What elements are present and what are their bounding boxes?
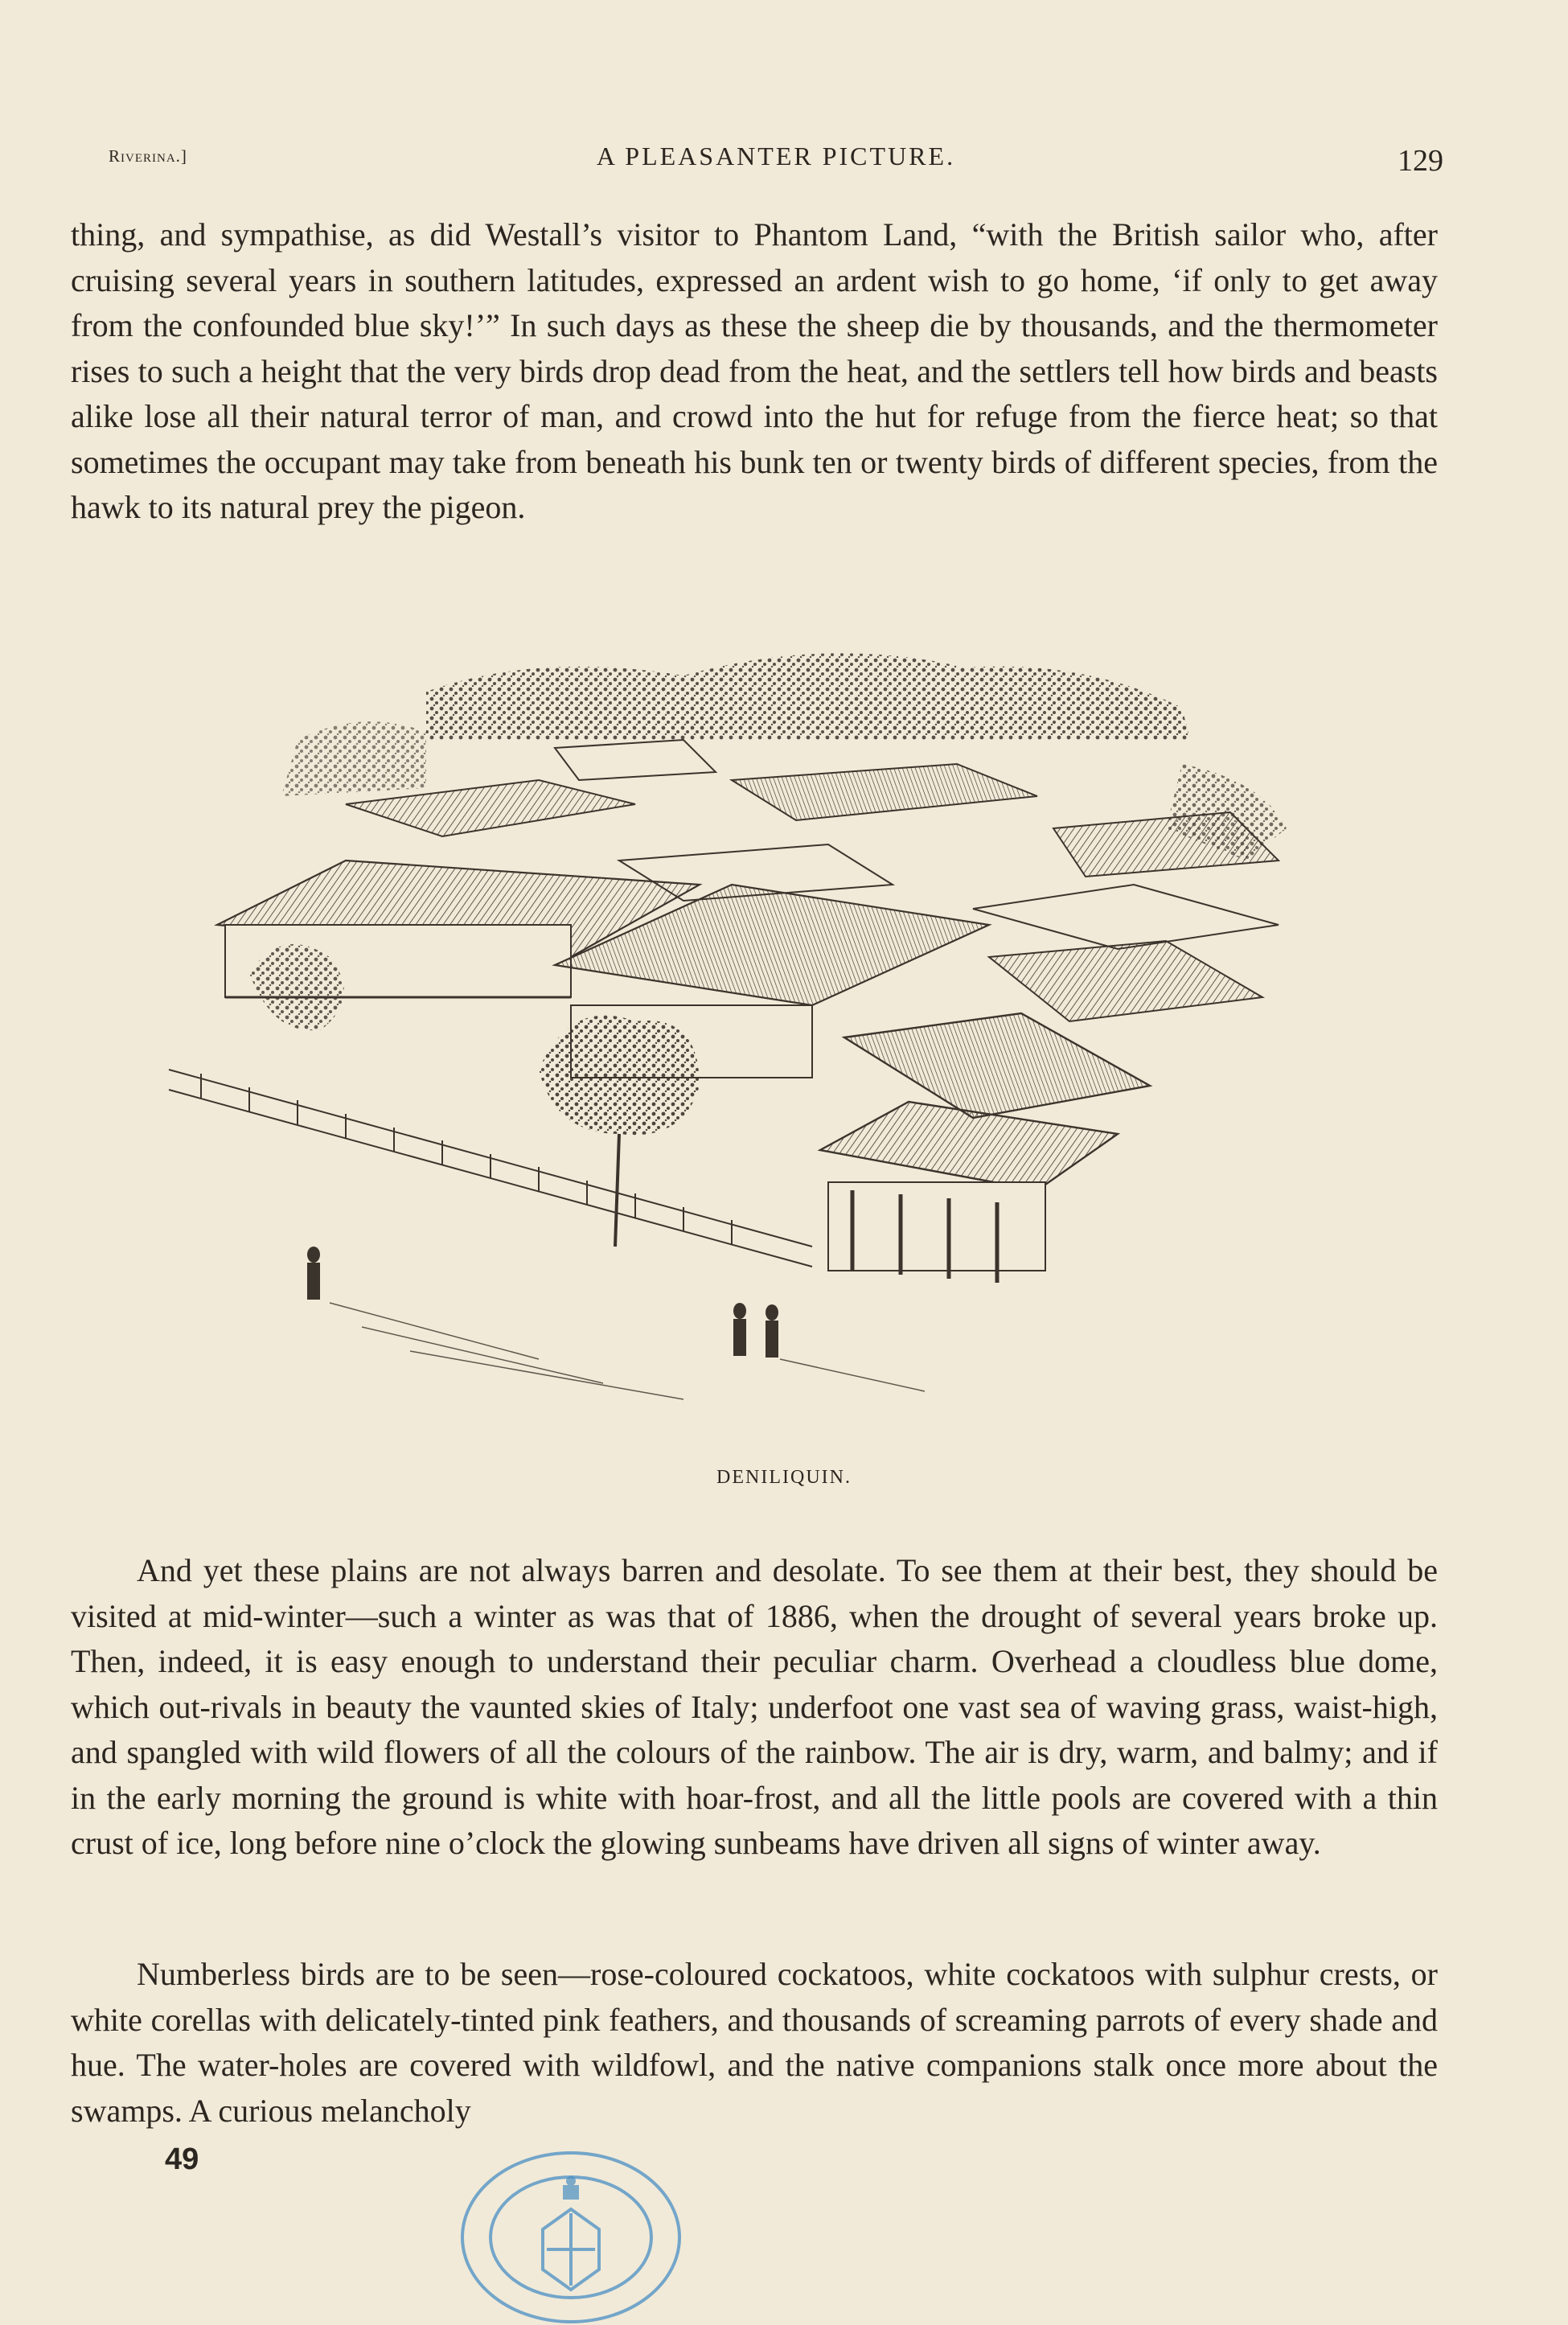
page-number: 129 — [1398, 144, 1443, 178]
paragraph-3: Numberless birds are to be seen—rose-coloured cockatoos, white cockatoos with sulphur crests, or white corellas with delicately-tinted pink feathers, and thousands of screaming parrots of every shade and hue. The water-holes are covered with wildfowl, and the native companions stalk once more about the swamps. A curious melancholy — [71, 1956, 1438, 2129]
running-head-title: A PLEASANTER PICTURE. — [596, 142, 956, 170]
running-head — [109, 138, 1443, 187]
paragraph-1: thing, and sympathise, as did Westall’s visitor to Phantom Land, “with the British sailor who, after cruising several years in southern latitudes, expressed an ardent wish to go home, ‘if only to get away from the confounded blue sky!’” In such days as these the sheep die by thousands, and the thermometer rises to such a height that the very birds drop dead from the heat, and the settlers tell how birds and beasts alike lose all their natural terror of man, and crowd into the hut for refuge from the fierce heat; so that sometimes the occupant may take from beneath his bunk ten or twenty birds of different species, from the hawk to its natural prey the pigeon. — [71, 216, 1438, 525]
paragraph-2: And yet these plains are not always barren and desolate. To see them at their best, they should be visited at mid-winter—such a winter as was that of 1886, when the drought of several years broke up. Then, indeed, it is easy enough to understand their peculiar charm. Overhead a cloudless blue dome, which out-rivals in beauty the vaunted skies of Italy; underfoot one vast sea of waving grass, waist-high, and spangled with wild flowers of all the colours of the rainbow. The air is dry, warm, and balmy; and if in the early morning the ground is white with hoar-frost, and all the little pools are covered with a thin crust of ice, long before nine o’clock the glowing sunbeams have driven all signs of winter away. — [71, 1552, 1438, 1861]
running-head-section: Riverina.] — [109, 146, 187, 166]
british-museum-stamp-icon — [454, 2141, 688, 2325]
signature-mark: 49 — [165, 2142, 199, 2176]
deniliquin-engraving — [121, 619, 1391, 1423]
illustration-caption: DENILIQUIN. — [716, 1467, 852, 1488]
